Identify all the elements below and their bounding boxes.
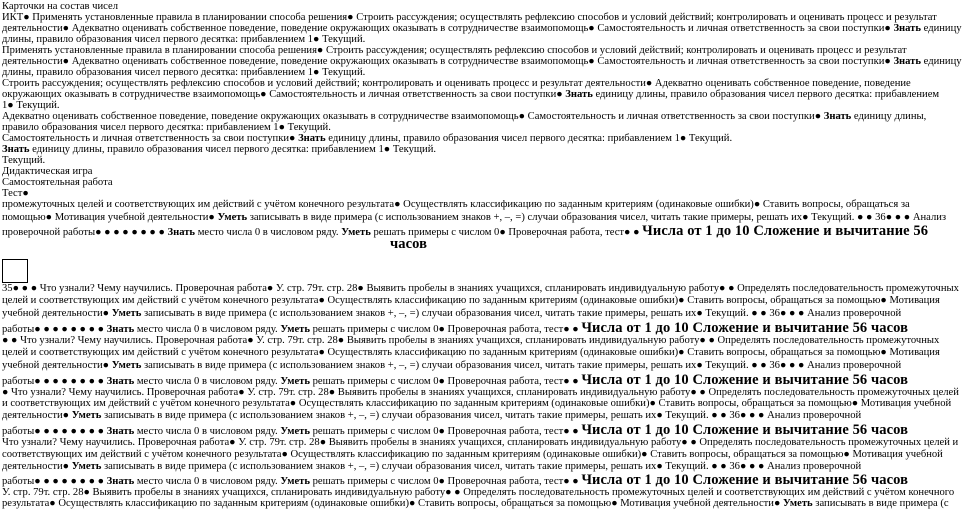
text-line: и соответствующих им действий с учётом конечного результата● Осуществлять классификацию по заданным критериям (одинаковые ошибки)● Ставить вопросы, обращаться за помощью● Мотивация учебной	[2, 398, 952, 409]
text-line: Что узнали? Чему научились. Проверочная работа● У. стр. 79т. стр. 28● Выявить пробелы в знаниях учащихся, спланировать индивидуальную работу● ● Определять последовательность промежуточных целей и	[2, 437, 959, 448]
text-line: Самостоятельная работа	[2, 177, 113, 188]
text-line: промежуточных целей и соответствующих им действий с учётом конечного результата● Осуществлять классификацию по заданным критериям (одинаковые ошибки)● Ставить вопросы, обращаться за	[2, 199, 910, 210]
text-line: 1● Текущий.	[2, 100, 60, 111]
text-line: результата● Осуществлять классификацию по заданным критериям (одинаковые ошибки)● Ставить вопросы, обращаться за помощью● Мотивация учебной деятельности● Уметь записывать в виде примера (с	[2, 498, 949, 509]
heading-continuation: часов	[390, 236, 428, 252]
text-line: длины, правило образования чисел первого десятка: прибавлением 1● Текущий.	[2, 67, 366, 78]
text-line: ИКТ● Применять установленные правила в планировании способа решения● Строить рассуждения; осуществлять рефлексию способов и условий действий; контролировать и оценивать процесс и результат	[2, 12, 937, 23]
text-line: У. стр. 79т. стр. 28● Выявить пробелы в знаниях учащихся, спланировать индивидуальную работу● ● Определять последовательность промежуточных целей и соответствующих им действий с учётом конечного	[2, 487, 955, 498]
text-line: учебной деятельности● Уметь записывать в виде примера (с использованием знаков +, –, =) случаи образования чисел, читать такие примеры, решать их● Текущий. ● ● 36● ● ● Анализ проверочной	[2, 308, 902, 319]
text-line: ● ● Что узнали? Чему научились. Проверочная работа● У. стр. 79т. стр. 28● Выявить пробелы в знаниях учащихся, спланировать индивидуальную работу● ● Определять последовательность промежуточных	[2, 335, 940, 346]
text-line: соответствующих им действий с учётом конечного результата● Осуществлять классификацию по заданным критериям (одинаковые ошибки)● Ставить вопросы, обращаться за помощью● Мотивация учебной	[2, 449, 943, 460]
empty-cell-box	[2, 259, 28, 283]
text-line: деятельности● Уметь записывать в виде примера (с использованием знаков +, –, =) случаи образования чисел, читать такие примеры, решать их● Текущий. ● ● 36● ● ● Анализ проверочной	[2, 461, 862, 472]
text-line: учебной деятельности● Уметь записывать в виде примера (с использованием знаков +, –, =) случаи образования чисел, читать такие примеры, решать их● Текущий. ● ● 36● ● ● Анализ проверочной	[2, 360, 902, 371]
text-line: длины, правило образования чисел первого десятка: прибавлением 1● Текущий.	[2, 34, 366, 45]
text-line: окружающих оказывать в сотрудничестве взаимопомощь● Самостоятельность и личная ответственность за свои поступки● Знать единицу длины, правило образования чисел первого десятка: прибавлением	[2, 89, 940, 100]
text-line: 35● ● ● Что узнали? Чему научились. Проверочная работа● У. стр. 79т. стр. 28● Выявить пробелы в знаниях учащихся, спланировать индивидуальную работу● ● Определять последовательность промежуточных	[2, 283, 959, 294]
text-line: Самостоятельность и личная ответственность за свои поступки● Знать единицу длины, правило образования чисел первого десятка: прибавлением 1● Текущий.	[2, 133, 733, 144]
text-line-heading: работы● ● ● ● ● ● ● ● Знать место числа 0 в числовом ряду. Уметь решать примеры с числом 0● Проверочная работа, тест● ● Числа от 1 до 10 Сложение и вычитание 56 часов	[2, 422, 909, 438]
doc-title: Карточки на состав чисел	[2, 1, 119, 12]
text-line-heading: работы● ● ● ● ● ● ● ● Знать место числа 0 в числовом ряду. Уметь решать примеры с числом 0● Проверочная работа, тест● ● Числа от 1 до 10 Сложение и вычитание 56 часов	[2, 320, 909, 336]
text-line: деятельности● Адекватно оценивать собственное поведение, поведение окружающих оказывать в сотрудничестве взаимопомощь● Самостоятельность и личная ответственность за свои поступки● Знать единицу	[2, 56, 962, 67]
text-line: Строить рассуждения; осуществлять рефлексию способов и условий действий; контролировать и оценивать процесс и результат деятельности● Адекватно оценивать собственное поведение, поведение	[2, 78, 911, 89]
text-line: Знать единицу длины, правило образования чисел первого десятка: прибавлением 1● Текущий.	[2, 144, 437, 155]
text-line: деятельности● Уметь записывать в виде примера (с использованием знаков +, –, =) случаи образования чисел, читать такие примеры, решать их● Текущий. ● ● 36● ● ● Анализ проверочной	[2, 410, 862, 421]
text-line: целей и соответствующих им действий с учётом конечного результата● Осуществлять классификацию по заданным критериям (одинаковые ошибки)● Ставить вопросы, обращаться за помощью● Мотивация	[2, 347, 940, 358]
text-line: целей и соответствующих им действий с учётом конечного результата● Осуществлять классификацию по заданным критериям (одинаковые ошибки)● Ставить вопросы, обращаться за помощью● Мотивация	[2, 295, 940, 306]
text-line: правило образования чисел первого десятка: прибавлением 1● Текущий.	[2, 122, 331, 133]
text-line: деятельности● Адекватно оценивать собственное поведение, поведение окружающих оказывать в сотрудничестве взаимопомощь● Самостоятельность и личная ответственность за свои поступки● Знать единицу	[2, 23, 962, 34]
text-line-heading: проверочной работы● ● ● ● ● ● ● ● Знать место числа 0 в числовом ряду. Уметь решать примеры с числом 0● Проверочная работа, тест● ● Числа от 1 до 10 Сложение и вычитание 56	[2, 223, 929, 239]
text-line: Тест●	[2, 188, 29, 199]
text-line: ● Что узнали? Чему научились. Проверочная работа● У. стр. 79т. стр. 28● Выявить пробелы в знаниях учащихся, спланировать индивидуальную работу● ● Определять последовательность промежуточных целей	[2, 387, 959, 398]
text-line: Применять установленные правила в планировании способа решения● Строить рассуждения; осуществлять рефлексию способов и условий действий; контролировать и оценивать процесс и результат	[2, 45, 907, 56]
text-line: помощью● Мотивация учебной деятельности● Уметь записывать в виде примера (с использованием знаков +, –, =) случаи образования чисел, читать такие примеры, решать их● Текущий. ● ● 36● ● ● Анализ	[2, 212, 947, 223]
text-line-heading: работы● ● ● ● ● ● ● ● Знать место числа 0 в числовом ряду. Уметь решать примеры с числом 0● Проверочная работа, тест● ● Числа от 1 до 10 Сложение и вычитание 56 часов	[2, 472, 909, 488]
text-line: Дидактическая игра	[2, 166, 93, 177]
text-line-heading: работы● ● ● ● ● ● ● ● Знать место числа 0 в числовом ряду. Уметь решать примеры с числом 0● Проверочная работа, тест● ● Числа от 1 до 10 Сложение и вычитание 56 часов	[2, 372, 909, 388]
text-line: Адекватно оценивать собственное поведение, поведение окружающих оказывать в сотрудничестве взаимопомощь● Самостоятельность и личная ответственность за свои поступки● Знать единицу длины,	[2, 111, 927, 122]
text-line: Текущий.	[2, 155, 46, 166]
